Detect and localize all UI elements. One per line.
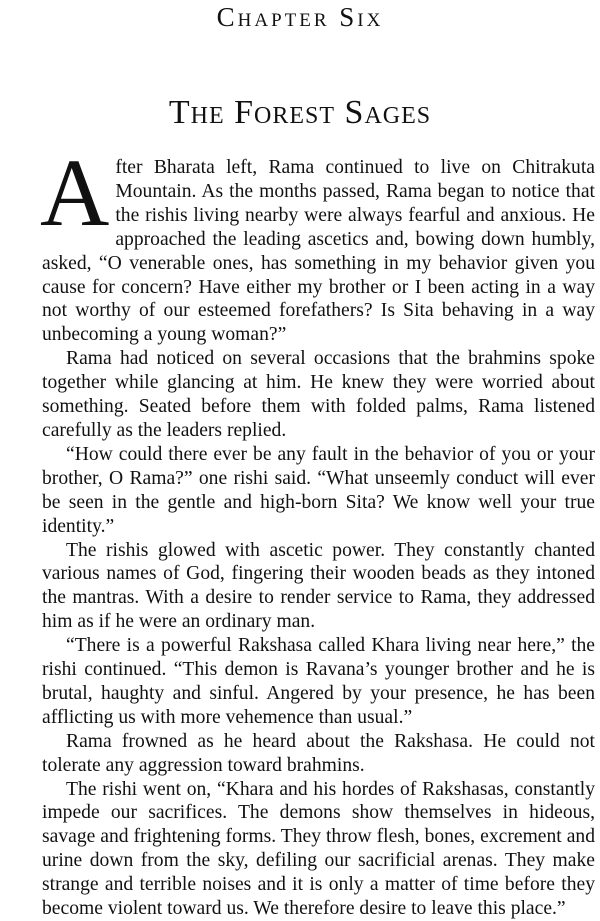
- paragraph-text: fter Bharata left, Rama continued to live on Chitrakuta Mountain. As the months passed, Rama began to notice that the rishis living nearby were always fearful and anxious. He approached the leading ascetics and, bowing down humbly, asked, “O venerable ones, has something in my behavior given you cause for concern? Have either my brother or I been acting in a way not worthy of our esteemed forefathers? Is Sita behaving in a way unbecoming a young woman?”: [42, 157, 595, 346]
- paragraph-1: [40, 139, 595, 347]
- chapter-body: [40, 139, 595, 921]
- chapter-label: Chapter Six: [216, 2, 384, 32]
- paragraph-3: “How could there ever be any fault in the behavior of you or your brother, O Rama?” one rishi said. “What unseemly conduct will ever be seen in the gentle and high-born Sita? We know well your true identity.”: [42, 443, 595, 537]
- chapter-title: The Forest Sages: [168, 94, 432, 131]
- paragraph-4: The rishis glowed with ascetic power. They constantly chanted various names of God, fingering their wooden beads as they intoned the mantras. With a desire to render service to Rama, they addressed him as if he were an ordinary man.: [42, 539, 595, 633]
- drop-cap: A: [40, 139, 110, 246]
- paragraph-2: Rama had noticed on several occasions that the brahmins spoke together while glancing at him. He knew they were worried about something. Seated before them with folded palms, Rama listened carefully as the leaders replied.: [42, 348, 595, 441]
- paragraph-5: “There is a powerful Rakshasa called Khara living near here,” the rishi continued. “This demon is Ravana’s younger brother and he is brutal, haughty and sinful. Angered by your presence, he has been afflicting us with more vehemence than usual.”: [42, 635, 595, 728]
- paragraph-7: The rishi went on, “Khara and his hordes of Rakshasas, constantly impede our sacrifices. The demons show themselves in hideous, savage and frightening forms. They throw flesh, bones, excrement and urine down from the sky, defiling our sacrificial arenas. They make strange and terrible noises and it is only a matter of time before they become violent toward us. We therefore desire to leave this place.”: [42, 778, 595, 920]
- paragraph-6: Rama frowned as he heard about the Rakshasa. He could not tolerate any aggression toward brahmins.: [42, 730, 595, 776]
